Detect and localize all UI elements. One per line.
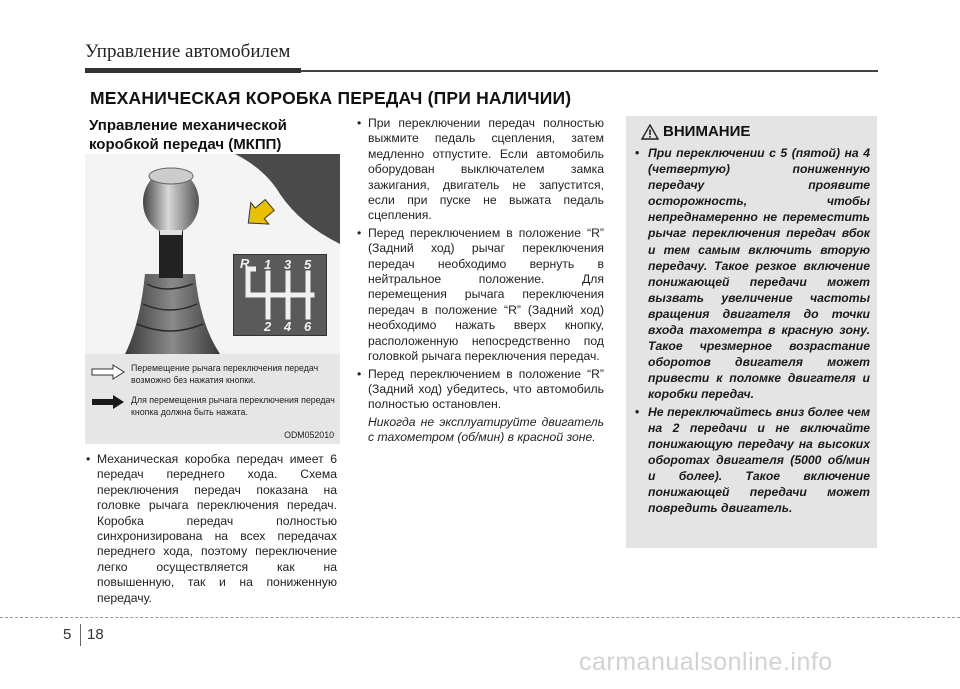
left-column — [85, 116, 340, 154]
list-item: • Перед переключением в положение “R” (Задний ход) убедитесь, что автомобиль полностью остановлен. — [356, 367, 604, 413]
shift-pattern-diagram — [233, 254, 327, 336]
subsection-heading-line1: Управление механической — [89, 117, 287, 134]
warning-list — [634, 145, 870, 517]
middle-column — [356, 116, 604, 446]
warning-triangle-icon — [641, 124, 659, 140]
watermark: carmanualsonline.info — [579, 648, 833, 676]
list-item: • Механическая коробка передач имеет 6 передач переднего хода. Схема переключения передач показана на головке рычага переключения передач. Коробка передач полностью синхронизирована на всех передачах переднего хода, поэтому переключение легко осуществляется как на повышенную, так и на пониженную передачу. — [85, 452, 337, 606]
subsection-heading-line2: коробкой передач (МКПП) — [89, 136, 282, 153]
warning-title: ВНИМАНИЕ — [663, 123, 751, 140]
middle-bullet-list — [356, 116, 604, 413]
tachometer-note: Никогда не эксплуатируйте двигатель с тахометром (об/мин) в красной зоне. — [368, 414, 604, 445]
page-number-value: 18 — [87, 626, 104, 643]
list-item: • При переключении с 5 (пятой) на 4 (четвертую) пониженную передачу проявите осторожность, чтобы непреднамеренно не переместить рычаг переключения передач вбок и тем самым включить вторую передачу. Такое резкое включение понижающей передачи может вызвать увеличение частоты вращения двигателя до точки входа тахометра в красную зону. Такое чрезмерное возрастание оборотов двигателя может привести к поломке двигателя и коробки передач. — [634, 145, 870, 403]
list-item: • Не переключайтесь вниз более чем на 2 передачи и не включайте понижающую передачу на высоких оборотах двигателя (5000 об/мин и более). Такое включение понижающей передачи может повредить двигатель. — [634, 404, 870, 517]
gear-label-2: 2 — [264, 319, 272, 334]
gear-label-5: 5 — [304, 257, 312, 272]
header-rule — [85, 68, 878, 74]
filled-arrow-icon — [91, 394, 125, 410]
gear-label-3: 3 — [284, 257, 292, 272]
legend-outline-text: Перемещение рычага переключения передач возможно без нажатия кнопки. — [131, 363, 319, 385]
footer-rule — [0, 617, 960, 618]
legend-filled-text: Для перемещения рычага переключения передач кнопка должна быть нажата. — [131, 395, 335, 417]
list-item: • При переключении передач полностью выжмите педаль сцепления, затем медленно отпустите. Если автомобиль оборудован выключателем замка зажигания, двигатель не запустится, если при пуске не выжата педаль сцепления. — [356, 116, 604, 224]
figure-code: ODM052010 — [284, 430, 334, 440]
chapter-number: 5 — [63, 626, 72, 643]
outline-arrow-icon — [91, 364, 125, 380]
gear-label-1: 1 — [264, 257, 272, 272]
header-title: Управление автомобилем — [85, 41, 291, 62]
gear-label-r: R — [240, 256, 250, 271]
list-item: • Перед переключением в положение “R” (Задний ход) рычаг переключения передач необходимо вернуть в нейтральное положение. Для перемещения рычага переключения передач в положение “R” (Задний ход) необходимо нажать вверх кнопку, расположенную непосредственно под головкой рычага переключения передач. — [356, 226, 604, 365]
left-bullet-list — [85, 452, 337, 608]
gear-shift-figure — [85, 154, 340, 444]
gear-label-4: 4 — [284, 319, 292, 334]
page-number-separator — [80, 624, 81, 646]
warning-box — [626, 116, 877, 548]
section-title: МЕХАНИЧЕСКАЯ КОРОБКА ПЕРЕДАЧ (ПРИ НАЛИЧИИ) — [90, 88, 572, 108]
gear-label-6: 6 — [304, 319, 312, 334]
